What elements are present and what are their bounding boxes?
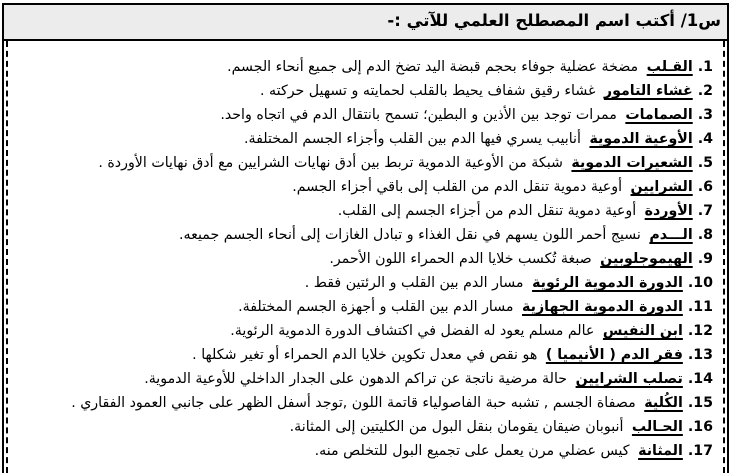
list-item [16,127,713,151]
item-term: الدورة الدموية الرئوية [532,275,683,291]
item-definition: شبكة من الأوعية الدموية تربط بين أدق نهايات الشرايين مع أدق نهايات الأوردة . [98,155,563,171]
item-definition: صبغة تُكسب خلايا الدم الحمراء اللون الأحمر. [329,251,592,267]
item-number: 11. [687,299,713,315]
list-item [16,151,713,175]
item-term: الأوردة [644,203,693,219]
item-term: الهيموجلوبين [600,251,693,267]
item-number: 1. [697,59,713,75]
list-item [16,271,713,295]
item-number: 6. [697,179,713,195]
item-number: 15. [687,395,713,411]
item-number: 3. [697,107,713,123]
item-term: فقر الدم ( الأنيميا ) [545,347,683,363]
item-definition: مصفاة الجسم , تشبه حبة الفاصولياء قاتمة اللون ,توجد أسفل الظهر على جانبي العمود الفقاري . [71,395,636,411]
item-definition: عالم مسلم يعود له الفضل في اكتشاف الدورة الدموية الرئوية. [230,323,595,339]
list-item [16,295,713,319]
item-number: 13. [687,347,713,363]
item-term: ابن النفيس [602,323,683,339]
item-term: الشعيرات الدموية [571,155,693,171]
list-item [16,415,713,439]
list-item [16,247,713,271]
item-term: الحـالب [631,419,683,435]
list-item [16,439,713,463]
item-number: 8. [697,227,713,243]
item-definition: أوعية دموية تنقل الدم من أجزاء الجسم إلى القلب. [337,203,637,219]
item-term: المثانة [638,443,683,459]
item-number: 17. [687,443,713,459]
question-header [4,5,727,41]
list-item [16,367,713,391]
item-definition: مضخة عضلية جوفاء بحجم قبضة اليد تضخ الدم إلى جميع أنحاء الجسم. [227,59,639,75]
item-definition: مسار الدم بين القلب و أجهزة الجسم المختلفة. [238,299,514,315]
item-number: 9. [697,251,713,267]
list-item [16,223,713,247]
item-number: 10. [687,275,713,291]
list-item [16,79,713,103]
item-definition: هو نقص في معدل تكوين خلايا الدم الحمراء أو تغير شكلها . [192,347,538,363]
item-number: 14. [687,371,713,387]
item-term: الأوعية الدموية [589,131,693,147]
list-item [16,199,713,223]
list-item [16,343,713,367]
item-definition: مسار الدم بين القلب و الرئتين فقط . [304,275,524,291]
question-title: س1/ أكتب اسم المصطلح العلمي للآتي :- [387,11,721,30]
list-item [16,175,713,199]
item-number: 5. [697,155,713,171]
item-term: الـــدم [649,227,693,243]
item-term: تصلب الشرايين [575,371,683,387]
item-number: 2. [697,83,713,99]
item-definition: حالة مرضية ناتجة عن تراكم الدهون على الجدار الداخلي للأوعية الدموية. [144,371,568,387]
item-term: غشاء التامور [603,83,693,99]
item-term: الدورة الدموية الجهازية [522,299,683,315]
item-number: 7. [697,203,713,219]
item-term: الشرايين [630,179,693,195]
item-definition: أنابيب يسري فيها الدم بين القلب وأجزاء الجسم المختلفة. [244,131,581,147]
item-term: الصمامات [625,107,693,123]
list-item [16,103,713,127]
list-item [16,319,713,343]
item-definition: ممرات توجد بين الأذين و البطين؛ تسمح بانتقال الدم في اتجاه واحد. [220,107,617,123]
item-definition: كيس عضلي مرن يعمل على تجميع البول للتخلص منه. [314,443,630,459]
item-number: 16. [687,419,713,435]
worksheet [2,3,729,473]
item-definition: أنبوبان ضيقان يقومان بنقل البول من الكليتين إلى المثانة. [289,419,624,435]
item-number: 4. [697,131,713,147]
list-item [16,55,713,79]
list-item [16,391,713,415]
item-definition: نسيج أحمر اللون يسهم في نقل الغذاء و تبادل الغازات إلى أنحاء الجسم جميعه. [179,227,641,243]
item-term: الكُلية [644,395,683,411]
item-number: 12. [687,323,713,339]
item-term: القـلب [646,59,693,75]
item-definition: أوعية دموية تنقل الدم من القلب إلى باقي أجزاء الجسم. [292,179,623,195]
item-definition: غشاء رقيق شفاف يحيط بالقلب لحمايته و تسهيل حركته . [260,83,596,99]
definitions-list [6,41,725,473]
